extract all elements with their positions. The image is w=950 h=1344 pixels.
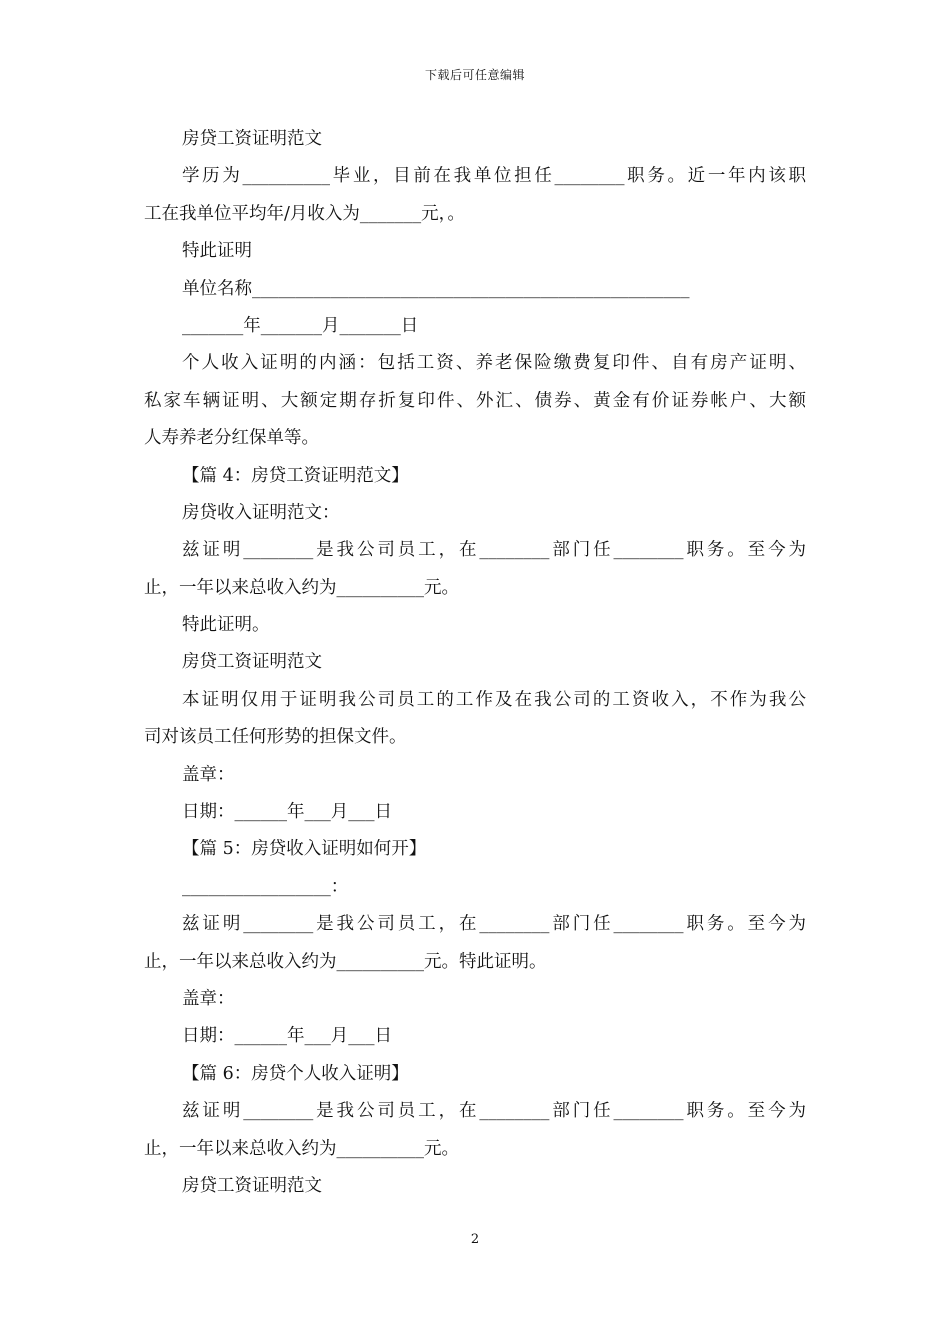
page-header: 下载后可任意编辑 — [424, 68, 525, 82]
text-line: 人寿养老分红保单等。 — [144, 428, 319, 449]
text-line: 特此证明 — [182, 241, 252, 262]
text-line: 日期：______年___月___日 — [182, 1026, 392, 1047]
text-line: 个人收入证明的内涵：包括工资、养老保险缴费复印件、自有房产证明、 — [182, 353, 806, 374]
text-line: 【篇 5：房贷收入证明如何开】 — [182, 839, 427, 860]
text-line: 【篇 4：房贷工资证明范文】 — [182, 465, 409, 486]
text-line: 盖章： — [182, 988, 235, 1009]
text-line: 房贷工资证明范文 — [182, 652, 322, 673]
document-body — [144, 121, 806, 1205]
text-line: 兹证明________是我公司员工，在________部门任________职务。至今为 — [182, 1101, 806, 1122]
text-line: 特此证明。 — [182, 615, 270, 636]
text-line: 兹证明________是我公司员工，在________部门任________职务。至今为 — [182, 540, 806, 561]
text-line: 【篇 6：房贷个人收入证明】 — [182, 1063, 409, 1084]
text-line: 司对该员工任何形势的担保文件。 — [144, 727, 407, 748]
text-line: 止，一年以来总收入约为__________元。 — [144, 1138, 459, 1159]
text-line: 房贷工资证明范文 — [182, 129, 322, 149]
text-line: 单位名称__________________________________________________ — [182, 278, 690, 299]
text-line: _________________： — [182, 876, 349, 897]
text-line: 盖章： — [182, 764, 235, 785]
text-line: 房贷收入证明范文： — [182, 502, 340, 523]
text-line: 本证明仅用于证明我公司员工的工作及在我公司的工资收入，不作为我公 — [182, 689, 806, 710]
text-line: 私家车辆证明、大额定期存折复印件、外汇、债券、黄金有价证券帐户、大额 — [144, 390, 806, 411]
text-line: _______年_______月_______日 — [182, 315, 419, 336]
text-line: 兹证明________是我公司员工，在________部门任________职务。至今为 — [182, 914, 806, 935]
text-line: 房贷工资证明范文 — [182, 1175, 322, 1196]
page-number: 2 — [470, 1232, 480, 1247]
text-line: 止，一年以来总收入约为__________元。特此证明。 — [144, 951, 547, 972]
text-line: 止，一年以来总收入约为__________元。 — [144, 577, 459, 598]
text-line: 学历为__________毕业，目前在我单位担任________职务。近一年内该职 — [182, 166, 806, 187]
text-line: 日期：______年___月___日 — [182, 802, 392, 823]
text-line: 工在我单位平均年/月收入为_______元，。 — [144, 203, 465, 224]
